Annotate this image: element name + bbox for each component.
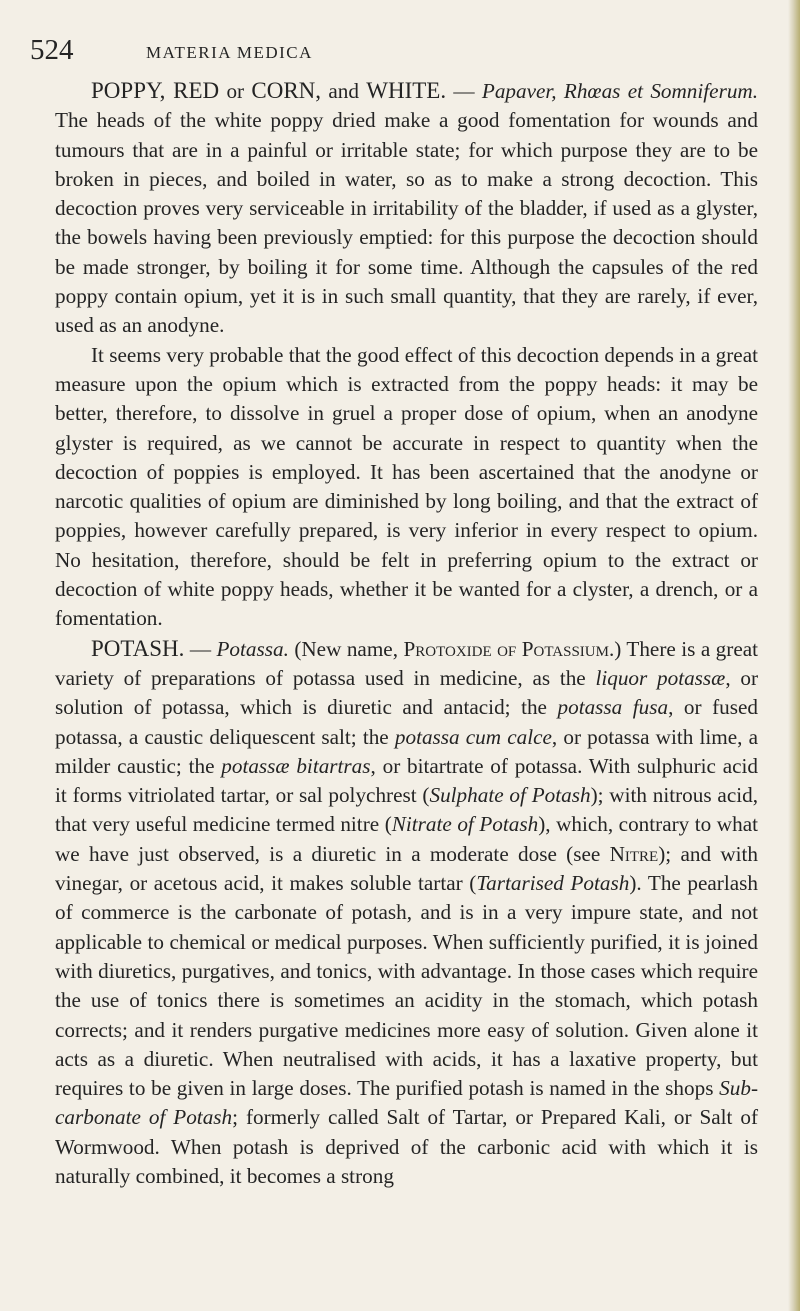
entry-poppy-headword-red: POPPY, RED [91,78,220,103]
entry-potash-italic-6: Nitrate of Potash [391,812,539,837]
entry-potash-text-2: , or solution of potassa, which is diuretic and antacid; the [55,665,759,720]
entry-potash-text-3: , or fused potassa, a caustic deliquescent salt; the [55,695,759,749]
page-number: 524 [30,34,74,66]
entry-potash-italic-2: potassa fusa [557,695,669,720]
entry-potash-text-5: , or bitartrate of potassa. With sulphuric acid it forms vitriolated tartar, or sal polychrest ( [55,753,758,808]
running-title: MATERIA MEDICA [146,43,313,62]
page-body [55,76,758,1191]
page-header [30,32,770,68]
entry-potash-italic-8: Sub-carbonate of Potash [55,1076,758,1130]
entry-potash-text-9: ). The pearlash of commerce is the carbonate of potash, and is in a very impure state, and not applicable to chemical or medical purposes. When sufficiently purified, it is joined with diuretics, purgatives, and tonics, with advantage. In those cases which require the use of tonics there is sometimes an acidity in the stomach, which potash corrects; and it renders purgative medicines more easy of solution. Given alone it acts as a diuretic. When neutralised with acids, it has a laxative property, but requires to be given in large doses. The purified potash is named in the shops [55,871,758,1101]
entry-potash-italic-1: liquor potassæ [595,665,726,690]
entry-potash-paren-close: .) [608,636,622,661]
entry-potash-text-8: ); and with vinegar, or acetous acid, it makes soluble tartar ( [55,841,758,896]
entry-poppy-headword-white: WHITE. [366,78,447,103]
entry-poppy-latin-et: et [620,79,651,103]
entry-potash-dash: — [184,636,217,661]
entry-poppy-or: or [219,79,252,103]
entry-potash-italic-3: potassa cum calce [394,724,552,749]
entry-poppy-latin-rhoeas: Papaver, Rhœas [481,79,621,103]
entry-potash-text-1: There is a great variety of preparations of potassa used in medicine, as the [55,636,759,690]
entry-potash-italic-7: Tartarised Potash [476,871,630,896]
entry-poppy-and: and [321,79,367,103]
entry-potash-headword: POTASH. [91,635,185,661]
entry-potash-protoxide: Protoxide of Potassium [403,636,609,661]
entry-potash-nitre-crossref: Nitre [609,841,659,866]
entry-poppy-latin-somniferum: Somniferum. [650,79,759,103]
entry-poppy-headword-corn: CORN, [251,78,322,103]
entry-potash-text-7: ), which, contrary to what we have just observed, is a diuretic in a moderate dose (see [55,812,758,866]
entry-potash-text-4: , or potassa with lime, a milder caustic; the [55,724,758,778]
entry-potash-latin: Potassa. [216,636,289,661]
entry-potash-text-10: ; formerly called Salt of Tartar, or Prepared Kali, or Salt of Wormwood. When potash is deprived of the carbonic acid with which it is naturally combined, it becomes a strong [55,1105,759,1188]
entry-poppy-paragraph-2: It seems very probable that the good effect of this decoction depends in a great measure upon the opium which is extracted from the poppy heads: it may be better, therefore, to dissolve in gruel a proper dose of opium, when an anodyne glyster is required, as we cannot be accurate in respect to quantity when the decoction of poppies is employed. It has been ascertained that the anodyne or narcotic qualities of opium are diminished by long boiling, and that the extract of poppies, however carefully prepared, is very inferior in every respect to opium. No hesitation, therefore, should be felt in preferring opium to the extract or decoction of white poppy heads, whether it be wanted for a clyster, a drench, or a fomentation. [55,342,758,631]
entry-poppy-dash: — [446,79,482,103]
entry-potash-italic-5: Sulphate of Potash [429,783,591,808]
entry-poppy-paragraph [55,76,758,341]
entry-poppy-text-1: The heads of the white poppy dried make a good fomentation for wounds and tumours that are in a painful or irritable state; for which purpose they are to be broken in pieces, and boiled in water, so as to make a strong decoction. This decoction proves very serviceable in irritability of the bladder, if used as a glyster, the bowels having been previously emptied: for this purpose the decoction should be made stronger, by boiling it for some time. Although the capsules of the red poppy contain opium, yet it is in such small quantity, that they are rarely, if ever, used as an anodyne. [55,108,758,338]
entry-potash-text-6: ); with nitrous acid, that very useful medicine termed nitre ( [55,783,758,837]
entry-potash-italic-4: potassæ bitartras [221,753,371,778]
page-edge-shadow [788,0,800,1311]
entry-potash-paragraph [55,634,758,1192]
entry-potash-paren-open: (New name, [288,636,404,661]
